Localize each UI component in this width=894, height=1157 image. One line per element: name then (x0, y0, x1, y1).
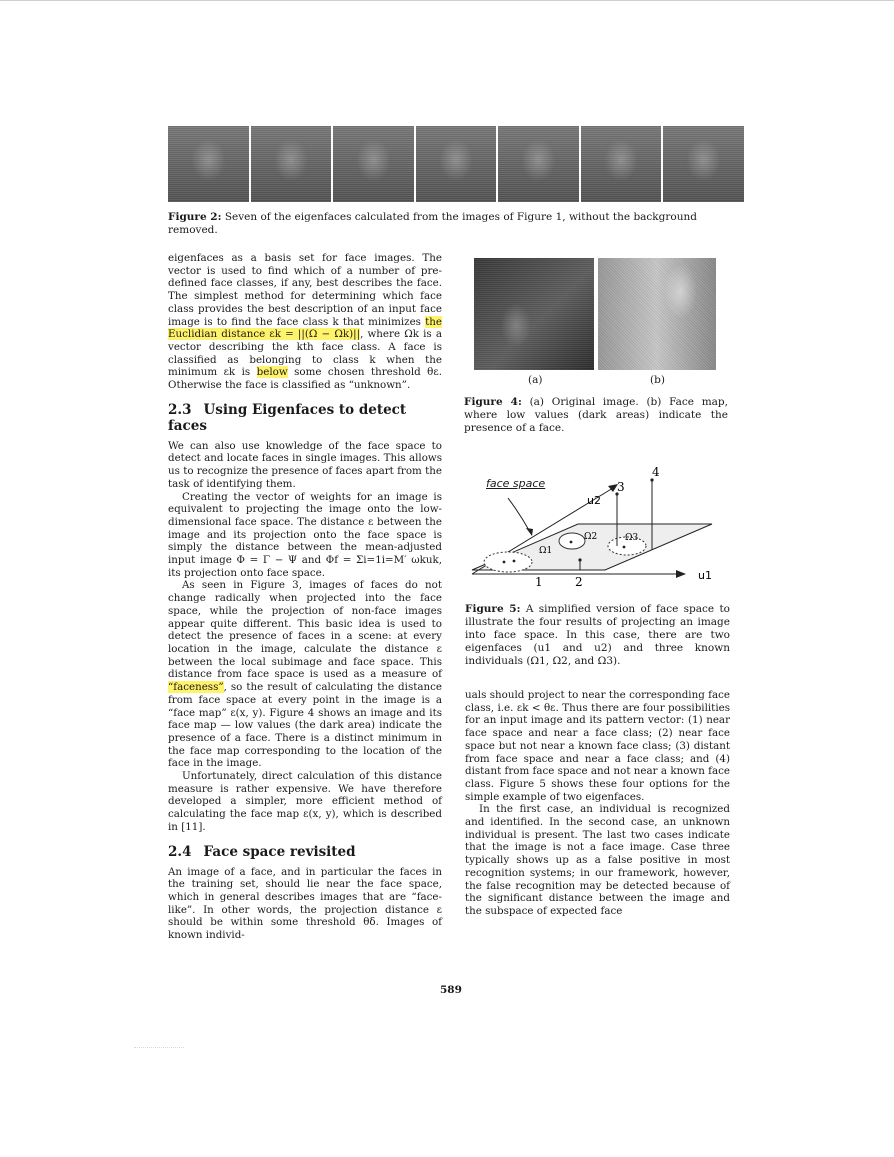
section-number: 2.3 (168, 401, 192, 418)
point-label-3: 3 (617, 480, 625, 494)
paragraph: uals should project to near the corresponding face class, i.e. εk < θε. Thus there are four possibilities for an input image and its pattern vector: (1) near face space and near a face class; (2) near face space but not near a known face class; (3) distant from face space and near a face class; and (4) distant from face space and not near a known face class. Figure 5 shows these four options for the simple example of two eigenfaces. (465, 689, 730, 803)
right-column (465, 689, 730, 918)
text-run: As seen in Figure 3, images of faces do not change radically when projected into the face space, while the projection of non-face images appear quite different. This basic idea is used to detect the presence of faces in a scene: at every location in the image, calculate the distance ε between the local subimage and face space. This distance from face space is used as a measure of (168, 579, 442, 681)
paragraph (168, 252, 442, 392)
u1-arrowhead (676, 570, 686, 578)
figure-4-caption (464, 396, 728, 435)
highlighted-text: below (256, 366, 288, 379)
footer-mark (134, 1047, 184, 1049)
eigenface-image (333, 126, 414, 202)
figure-2-text: Seven of the eigenfaces calculated from the images of Figure 1, without the background removed. (168, 211, 697, 236)
axis-label-u1: u1 (698, 569, 712, 582)
class-point (503, 561, 506, 564)
face-class-omega1 (484, 552, 532, 572)
class-point (623, 546, 626, 549)
figure-4 (470, 258, 720, 388)
text-run: some chosen threshold θε. Otherwise the face is classified as “unknown”. (168, 366, 442, 392)
face-space-pointer-head (526, 528, 533, 536)
point-label-2: 2 (575, 575, 583, 589)
highlighted-text: the Euclidian distance εk = ||(Ω − Ωk)|| (168, 315, 442, 341)
original-image (474, 258, 594, 370)
omega-label-2: Ω2 (584, 532, 598, 542)
section-title: Face space revisited (203, 843, 356, 860)
figure-5-label: Figure 5: (465, 603, 521, 615)
figure-4-label: Figure 4: (464, 396, 522, 408)
face-space-pointer (508, 498, 530, 532)
paragraph: Creating the vector of weights for an image is equivalent to projecting the image onto the low-dimensional face space. The distance ε between the image and its projection onto the face space is simply the distance between the mean-adjusted input image Φ = Γ − Ψ and Φf = Σi=1i=M′ ωkuk, its projection onto face space. (168, 490, 442, 579)
figure-2-label: Figure 2: (168, 211, 222, 223)
paragraph: In the first case, an individual is recognized and identified. In the second case, an unknown individual is present. The last two cases indicate that the image is not a face image. Case three typically shows up as a false positive in most recognition systems; in our framework, however, the false recognition may be detected because of the significant distance between the image and the subspace of expected face (465, 803, 730, 917)
paragraph: Unfortunately, direct calculation of this distance measure is rather expensive. We have therefore developed a simpler, more efficient method of calculating the face map ε(x, y), which is described in [11]. (168, 770, 442, 833)
eigenface-image (168, 126, 249, 202)
face-map-image (598, 258, 716, 370)
class-point (570, 541, 573, 544)
section-heading (168, 844, 442, 860)
figure-5-text: A simplified version of face space to illustrate the four results of projecting an image into face space. In this case, there are two eigenfaces (u1 and u2) and three known individuals (Ω1, Ω2, and Ω3). (465, 603, 730, 667)
figure-4-text: (a) Original image. (b) Face map, where low values (dark areas) indicate the presence of a face. (464, 396, 728, 434)
page-top-border (0, 0, 894, 1)
section-title: Using Eigenfaces to detect faces (168, 401, 407, 434)
section-number: 2.4 (168, 843, 192, 860)
eigenface-image (416, 126, 497, 202)
omega-label-1: Ω1 (539, 546, 553, 556)
face-class-omega2 (559, 533, 585, 549)
point-label-4: 4 (652, 465, 660, 479)
paragraph: We can also use knowledge of the face space to detect and locate faces in single images. This allows us to recognize the presence of faces apart from the task of identifying them. (168, 439, 442, 490)
eigenface-image (581, 126, 662, 202)
face-space-label: face space (486, 477, 546, 490)
class-point (513, 560, 516, 563)
eigenfaces-strip (168, 126, 744, 202)
figure-4-label-a: (a) (528, 374, 543, 386)
omega-label-3: Ω3 (625, 533, 639, 543)
text-run: eigenfaces as a basis set for face images. The vector is used to find which of a number of pre-defined face classes, if any, best describes the face. The simplest method for determining which face class provides the best description of an input face image is to find the face class k that minimizes (168, 252, 442, 328)
point-label-1: 1 (535, 575, 543, 589)
axis-label-u2: u2 (587, 494, 601, 507)
page-number: 589 (440, 984, 462, 996)
eigenface-image (251, 126, 332, 202)
paragraph (168, 579, 442, 770)
text-run: , where Ωk is a vector describing the kth face class. A face is classified as belonging to class k when the minimum εk is (168, 328, 442, 379)
eigenface-image (498, 126, 579, 202)
image-point-2 (578, 558, 581, 561)
figure-5-diagram (460, 462, 730, 592)
left-column (168, 252, 442, 942)
section-heading (168, 402, 442, 434)
eigenface-image (663, 126, 744, 202)
highlighted-text: “faceness” (168, 681, 224, 694)
figure-2-caption (168, 211, 748, 237)
text-run: , so the result of calculating the distance from face space at every point in the image is a “face map” ε(x, y). Figure 4 shows an image and its face map — low values (the dark area) indicate the presence of a face. There is a distinct minimum in the face map corresponding to the location of the face in the image. (168, 681, 442, 770)
figure-5-caption (465, 603, 730, 668)
paragraph: An image of a face, and in particular the faces in the training set, should lie near the face space, which in general describes images that are “face-like”. In other words, the projection distance ε should be within some threshold θδ. Images of known individ- (168, 865, 442, 942)
figure-4-label-b: (b) (650, 374, 665, 386)
